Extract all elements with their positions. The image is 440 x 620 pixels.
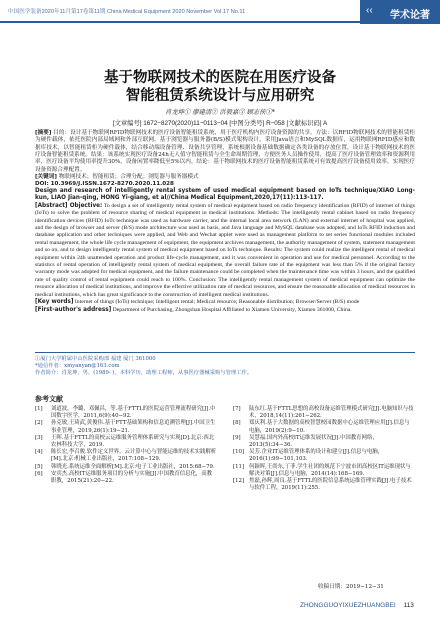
- paper-title-line2: 智能租赁系统设计与应用研究: [125, 88, 315, 104]
- abstract-text: 目的：设计基于物联网RFID物联网技术的医疗设备智能租赁系统，用于医疗机构内医疗设备资源的共享。方法：以RFID物联网技术的智能租赁柜为硬件载体，依托医院内部局域网和外部互联网，基于浏览器与服务器(B/S)模式架构设计，采用Java语言和MySQL数据库，运用物联网RFID感应和数据库技术，以智能租赁柜为硬件载体，结合移动端设备管理、设备共享管理，系统根据设备基础数据确定各类设备的存放位置，设计基于物联网技术的医疗设备智能租赁系统。结果：该系统实现医疗设备24h无人值守智能租赁与全生命周期管理，方便医务人员操作使用，提高了医疗设备管理效率和资源利用率，医疗设备平均使用率提升30%，设备闲置率降低至5%以内。结论：基于物联网技术的医疗设备智能租赁系统可有效提高医疗设备使用效率，实现医疗设备资源合理配置。: [35, 130, 416, 173]
- section-tab: [360, 0, 440, 24]
- running-head: 中国医学装备2020年11月第17卷第11期 China Medical Equipment 2020 November Vol.17 No.11: [8, 9, 246, 15]
- first-author-label: [First-author's address]: [35, 306, 112, 313]
- reference-item: [9] 吴慧福.国内外高校IT运维发展状况[J].中国教育网络，2013(5):34−36.: [233, 434, 378, 449]
- affiliation-note: [35, 352, 415, 377]
- section-label: 学术论著: [390, 10, 430, 21]
- received-date: 收稿日期：2019−12−31: [318, 584, 384, 590]
- affiliation-line: ①厦门大学附属中山医院采购部 福建 厦门 361000: [35, 356, 156, 362]
- abstract-chinese: [35, 130, 415, 189]
- reference-item: [11] 何颖晖,王尚东,丁菲.学生社团的规范下宁波市团高校区IT运维现状与解决对策[J].信息与电脑，2014(14):168−169.: [233, 463, 411, 477]
- abstract-label: [摘要]: [35, 130, 52, 136]
- keywords-en-label: [Key words]: [35, 299, 74, 306]
- references-title: 参考文献: [35, 395, 63, 403]
- reference-item: [5] 韩晓光.系统运维全面解析[M].北京:电子工业出版社，2015:68−79.: [35, 463, 215, 470]
- reference-item: [12] 焦磊,孙辉,周良.基于FTTL的医院信息系统运维管理实践[J].电子技术与软件工程，2019(11):255.: [233, 478, 412, 492]
- reference-item: [10] 吴芳.企业IT运维管理体系的设计和建立[J].信息与电脑，2016(1):99−101,103.: [233, 449, 384, 463]
- article-meta: [文章编号] 1672−8270(2020)11−0113−04 [中图分类号] R−058 [文献标识码] A: [112, 120, 328, 127]
- reference-item: [2] 孙克敏,王琦武,黄俊伟.基于FTT基础架构和信息追溯管理[J].中国卫生事业管理，2019,26(1):19−21.: [35, 420, 216, 434]
- page-footer: [300, 602, 414, 609]
- abstract-en-label: [Abstract] Objective:: [35, 202, 103, 209]
- abstract-en-text: To design a set of intelligently rental system of medical equipment based on radio frequency identification (RFID) of internet of things (IoTs) to solve the problem of resource sharing of medical equipment in medical institutions. Methods: The intelligently rental cabinet based on radio frequency identification devices (RFID) IoTs technique was used as hardware carrier, and the internal local area network (LAN) and external internet of hospital was applied, and the design of browser and server (B/S) mode architecture was used as basis, and Java language and MySQL database was adopted, and IoTs RFID induction and database application and other techniques were applied, and Web and Wechat applet were used as management platform to set series functional modules included rental management, the whole life cycle management of equipment, the equipment archives management, the authority management of system, statement management and so on, and to design intelligently rental system of medical equipment based on IoTs technique. Results: The system could realize the intelligent rental of medical equipment within 24h unattended operation and product life-cycle management, and it was convenient in operation and use for medical personnel. According to the statistics of rental operation of intelligently rental system of medical equipment, the overall failure rate of the equipment was less than 5% if the original factory warranty mode was adopted for medical equipment, and the failure maintenance could be completed when the maintenance time was within 3 hours, and the qualified rate of quality control of rental equipment could reach to 100%. Conclusion: The intelligently rental management system of medical equipment can optimize the resource allocation of medical institutions, and improve the effective utilization rate of medical resources, and ensure the reasonable allocation of medical resources in medical institutions, which has great significance to the construction of intelligent medical institutions.: [35, 202, 415, 298]
- reference-item: [8] 郑庆利.基于大数据的高校智慧校园数据中心运维管理应用[J].信息与电脑，2019(2):9−10.: [233, 420, 410, 434]
- reference-item: [1] 刘道波，李璐，邓佩昌，等.基于FTTL的医院运营管理流程研究[J].中国数字医学，2011,6(9):40−92.: [35, 406, 216, 420]
- reference-item: [7] 陆东红.基于FTTL思想的高校设备运维管理模式研究[J].电脑知识与技术，2018,14(11):261−262.: [233, 406, 414, 420]
- references-left-column: [35, 406, 217, 485]
- abstract-english: [35, 188, 415, 314]
- keywords: 物联网技术；智能租赁；合理分配；浏览器与服务器模式: [58, 174, 199, 181]
- corresponding-author: *通信作者：xmyanyan@163.com: [35, 363, 120, 369]
- author-bio: 作者简介：肖龙坤，男，(1989- )，本科学历，助理工程师，从事医疗器械采购与管理工作。: [35, 370, 253, 376]
- reference-item: [3] 王晖.基于FTTL的高校云运维服务管理体系研究与实现[D].北京:西北农林科技大学，2019.: [35, 434, 215, 449]
- reference-item: [6] 安宾杰.高校IT运维服务项目的分析与实施[J].中国教育信息化，高教职教，2015(21):20−22.: [35, 470, 213, 485]
- english-title: Design and research of intelligently rental system of used medical equipment based on IoTs technique/XIAO Long-kun, LIAO Jian-qing, HONG Yi-giang, et al//China Medical Equipment,2020,17(11):113-117.: [35, 188, 415, 202]
- paper-title-line1: 基于物联网技术的医院在用医疗设备: [104, 70, 336, 86]
- double-chevron-icon: ‹‹: [366, 5, 373, 16]
- authors: 肖龙坤① 廖建清② 洪毅嘉③ 顾志侠①*: [165, 109, 275, 116]
- top-header: [0, 0, 440, 26]
- doi: DOI: 10.3969/J.ISSN.1672-8270.2020.11.028: [35, 181, 174, 188]
- references-right-column: [233, 406, 415, 492]
- journal-site: ZHONGGUOYIXUEZHUANGBEI: [300, 602, 396, 609]
- reference-item: [4] 陈长宏,李召骏.软件定义世界，云计算中心与智能运维的技术实践解析[M].北京:机械工业出版社，2017:108−129.: [35, 449, 217, 463]
- keywords-en: Internet of things (IoTs) technique; Intelligent rental; Medical resource; Reasonable distribution; Browser/Server (B/S) mode: [74, 299, 360, 306]
- page-number: 113: [403, 602, 414, 609]
- header-rule: [0, 21, 360, 23]
- first-author-address: Department of Purchasing, Zhongshan Hospital Affiliated to Xiamen University, Xiamen 361000, China.: [112, 306, 352, 313]
- keywords-label: [关键词]: [35, 174, 57, 181]
